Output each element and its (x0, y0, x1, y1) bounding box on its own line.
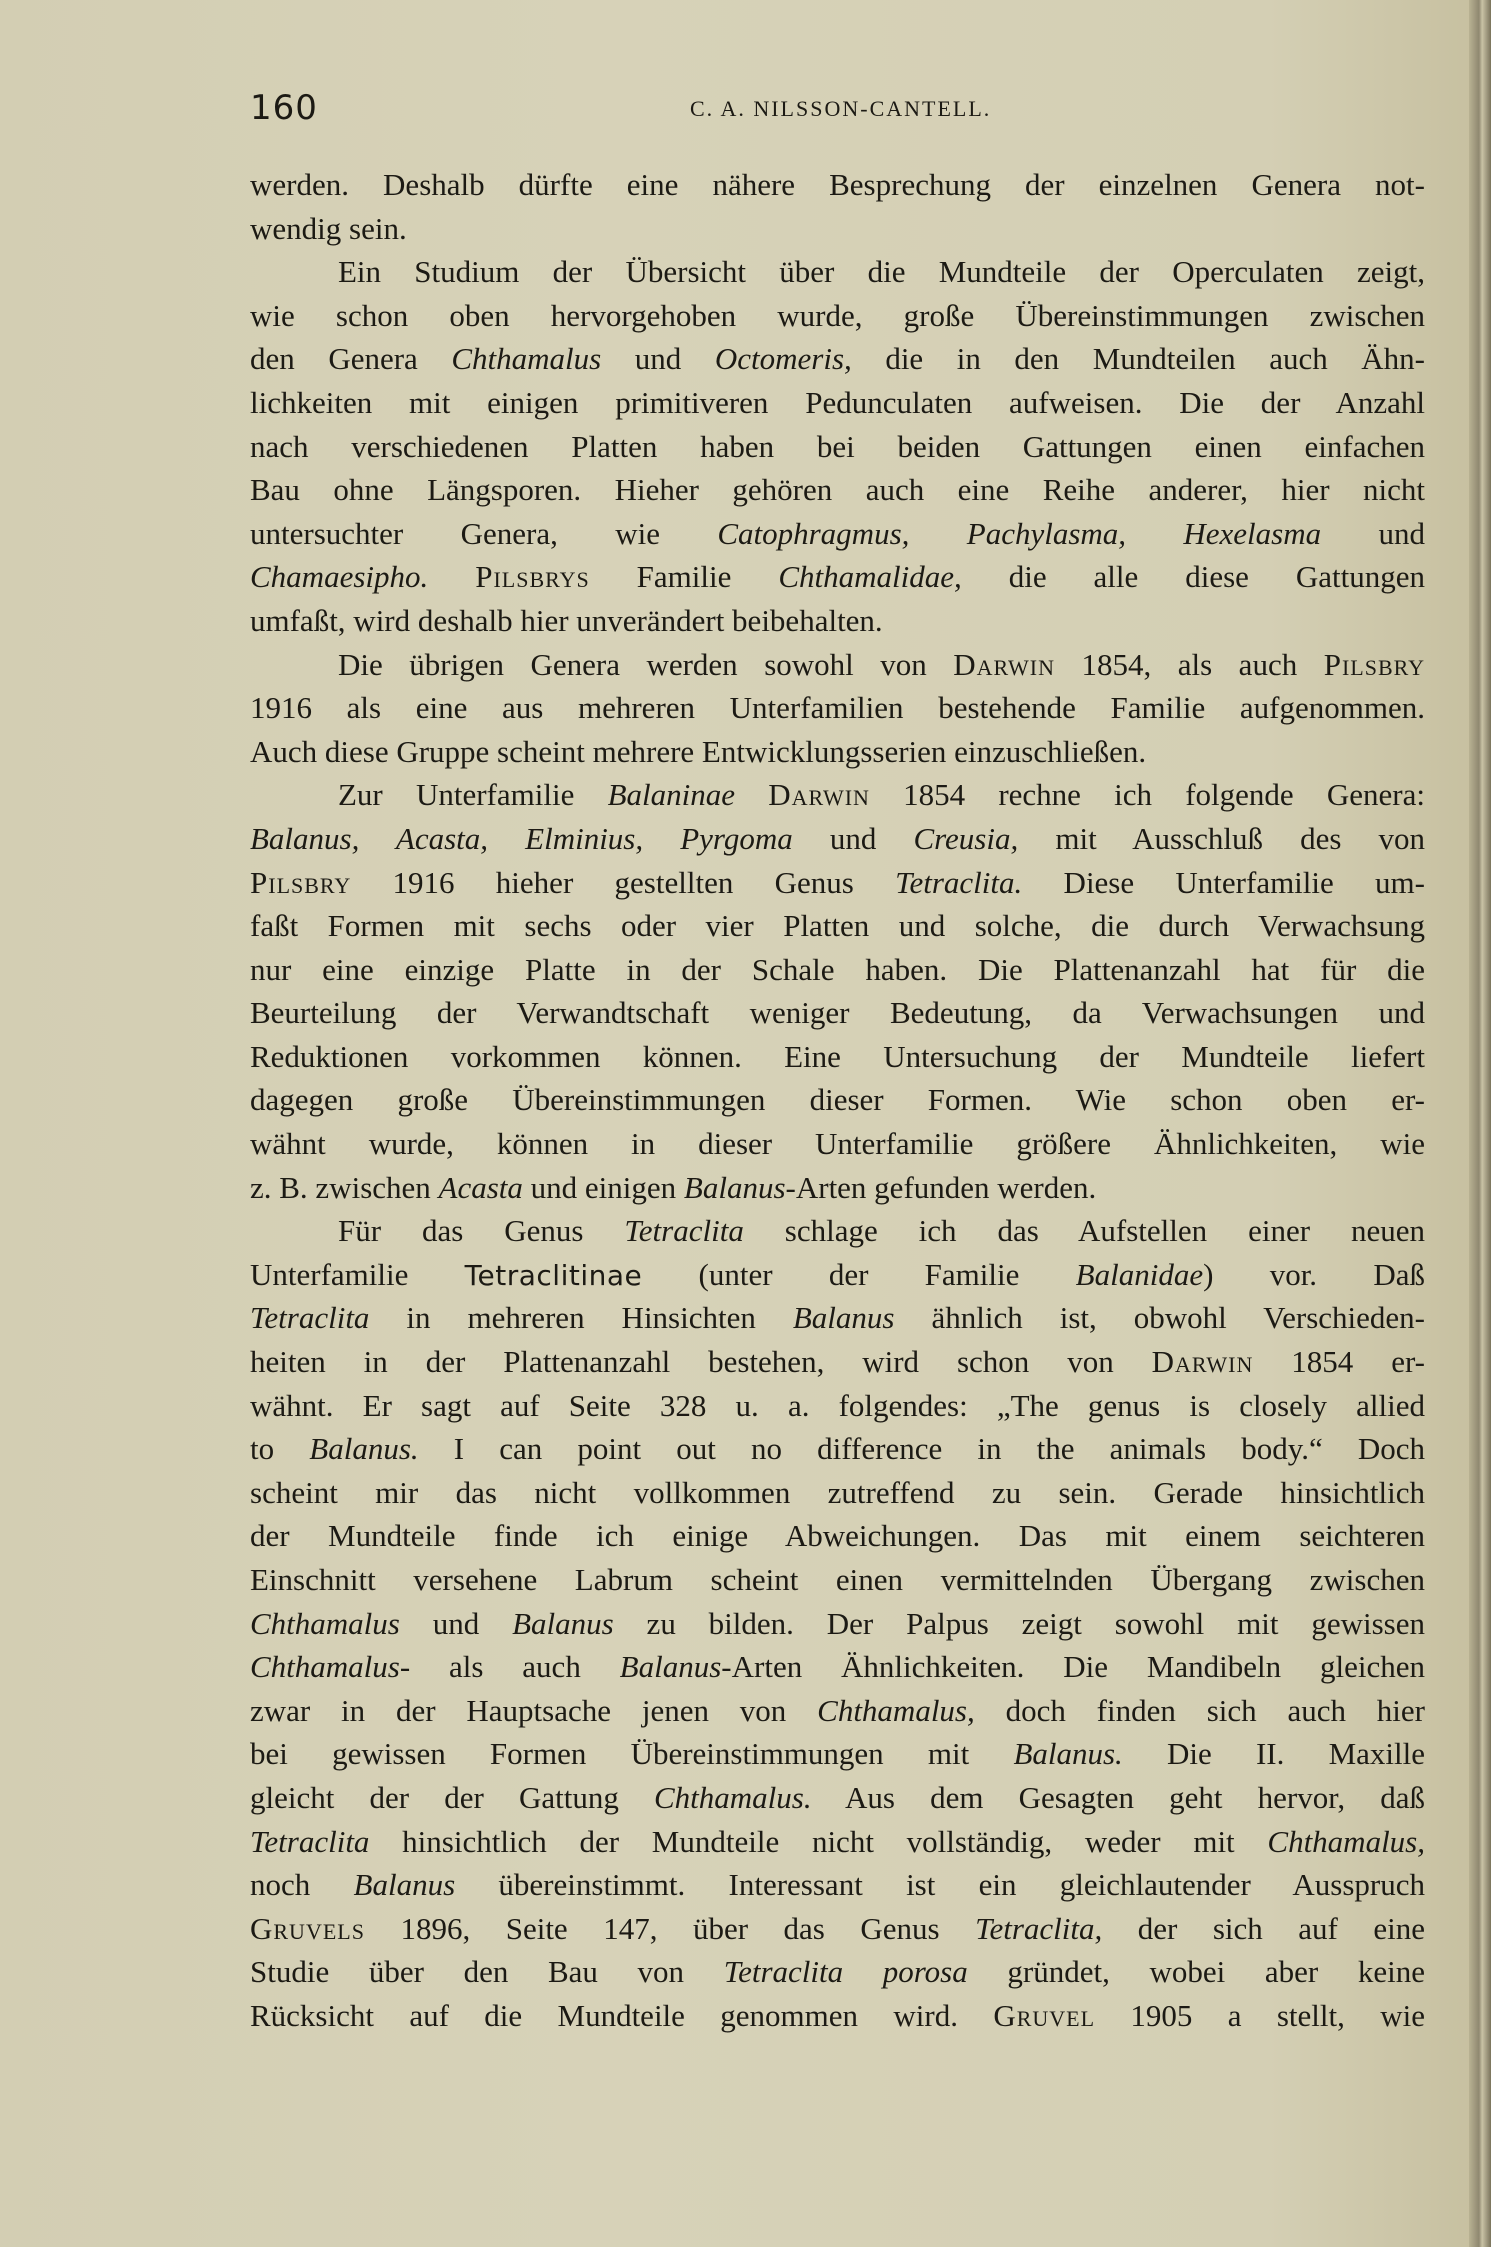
text-line (250, 1166, 1425, 1210)
italic-term: Tetraclita (250, 1823, 370, 1859)
text-line (250, 1732, 1425, 1776)
text-line (250, 599, 1425, 643)
text-line (250, 1122, 1425, 1166)
text-line (250, 1035, 1425, 1079)
text-line (250, 1296, 1425, 1340)
text-run: und (399, 1605, 513, 1641)
italic-term: Balanus (512, 1605, 614, 1641)
text-line (250, 817, 1425, 861)
text-run: Zur Unterfamilie (338, 777, 608, 813)
italic-term: Balanus, Acasta, Elminius, Pyrgoma (250, 820, 793, 856)
text-run: in mehreren Hinsichten (369, 1300, 793, 1336)
body-text (250, 163, 1425, 2038)
text-run: nach verschiedenen Platten haben bei beiden Gattungen einen einfachen (250, 428, 1425, 464)
text-run: faßt Formen mit sechs oder vier Platten und solche, die durch Verwachsung (250, 908, 1425, 944)
text-line (250, 468, 1425, 512)
text-run: 1905 a stellt, wie (1095, 1997, 1425, 2033)
author-name: Gruvels (250, 1910, 365, 1946)
text-run: Aus dem Gesagten geht hervor, daß (811, 1779, 1425, 1815)
text-run: 1916 hieher gestellten Genus (351, 864, 896, 900)
text-run: Unterfamilie (250, 1256, 465, 1292)
italic-term: Chamaesipho. (250, 559, 429, 595)
italic-term: Balanus (619, 1649, 722, 1685)
text-run: Beurteilung der Verwandtschaft weniger Bedeutung, da Verwachsungen und (250, 995, 1425, 1031)
page-edge-shadow (1469, 0, 1491, 2247)
text-line (250, 1645, 1425, 1689)
text-run: zu bilden. Der Palpus zeigt sowohl mit gewissen (613, 1605, 1425, 1641)
text-run: und (1321, 515, 1425, 551)
italic-term: Chthamalus. (653, 1779, 812, 1815)
text-line (250, 163, 1425, 207)
text-run: Ein Studium der Übersicht über die Mundteile der Operculaten zeigt, (338, 254, 1425, 290)
text-line (250, 686, 1425, 730)
text-line (250, 337, 1425, 381)
text-run: hinsichtlich der Mundteile nicht vollständig, weder mit (369, 1823, 1268, 1859)
text-run: Rücksicht auf die Mundteile genommen wird. (250, 1997, 994, 2033)
author-name: Pilsbry (250, 864, 352, 900)
text-run (735, 777, 768, 812)
text-line (250, 1863, 1425, 1907)
text-line (250, 1907, 1425, 1951)
text-run: zwar in der Hauptsache jenen von (250, 1692, 818, 1728)
text-run: Reduktionen vorkommen können. Eine Untersuchung der Mundteile liefert (250, 1038, 1425, 1074)
text-run: wie schon oben hervorgehoben wurde, große Übereinstimmungen zwischen (250, 297, 1425, 333)
text-run: und (792, 820, 914, 856)
text-run: -Arten Ähnlichkeiten. Die Mandibeln gleichen (721, 1649, 1425, 1685)
text-run: Studie über den Bau von (250, 1954, 724, 1990)
text-run: z. B. zwischen (250, 1169, 439, 1205)
text-run: übereinstimmt. Interessant ist ein gleichlautender Ausspruch (455, 1867, 1425, 1903)
text-line (250, 1776, 1425, 1820)
text-line (250, 207, 1425, 251)
text-run: ) vor. Daß (1203, 1256, 1425, 1292)
text-run: Bau ohne Längsporen. Hieher gehören auch eine Reihe anderer, hier nicht (250, 472, 1425, 508)
italic-term: Balanus. (309, 1431, 419, 1467)
running-title: C. A. NILSSON-CANTELL. (690, 96, 992, 121)
text-line (250, 1209, 1425, 1253)
italic-term: Balaninae (607, 777, 735, 813)
text-line (250, 250, 1425, 294)
text-run: 1854, als auch (1054, 646, 1324, 682)
author-name: Gruvel (993, 1997, 1096, 2033)
text-run: schlage ich das Aufstellen einer neuen (743, 1213, 1425, 1249)
text-run: I can point out no difference in the animals body.“ Doch (418, 1431, 1425, 1467)
taxon-name: Tetraclitinae (464, 1258, 643, 1292)
italic-term: Octomeris, (714, 341, 852, 377)
text-run: nur eine einzige Platte in der Schale haben. Die Plattenanzahl hat für die (250, 951, 1425, 987)
italic-term: Tetraclita, (975, 1910, 1103, 1946)
author-name: Darwin (768, 777, 870, 813)
text-run: lichkeiten mit einigen primitiveren Pedunculaten aufweisen. Die der Anzahl (250, 384, 1425, 420)
text-run: Auch diese Gruppe scheint mehrere Entwicklungsserien einzuschließen. (250, 733, 1147, 769)
author-name: Darwin (953, 646, 1055, 682)
text-run: Die II. Maxille (1122, 1736, 1425, 1772)
text-run: wendig sein. (250, 210, 407, 246)
text-run: umfaßt, wird deshalb hier unverändert beibehalten. (250, 602, 883, 638)
italic-term: Chthamalus, (1267, 1823, 1425, 1859)
italic-term: Chthamalus (250, 1605, 400, 1641)
text-line (250, 1514, 1425, 1558)
text-line (250, 1602, 1425, 1646)
text-run: 1896, Seite 147, über das Genus (364, 1910, 976, 1946)
text-run: (unter der Familie (642, 1256, 1076, 1292)
text-run: Einschnitt versehene Labrum scheint einen vermittelnden Übergang zwischen (250, 1562, 1425, 1597)
text-run: der Mundteile finde ich einige Abweichungen. Das mit einem seichteren (250, 1518, 1425, 1554)
text-line (250, 1994, 1425, 2038)
text-line (250, 643, 1425, 687)
text-run: 1854 rechne ich folgende Genera: (869, 777, 1426, 813)
text-run: gleicht der der Gattung (250, 1779, 654, 1815)
text-line (250, 948, 1425, 992)
text-line (250, 1078, 1425, 1122)
text-run: mit Ausschluß des von (1018, 820, 1426, 856)
text-run: Für das Genus (338, 1213, 625, 1249)
italic-term: Balanidae (1075, 1256, 1204, 1292)
text-run: den Genera (250, 341, 452, 377)
text-line (250, 773, 1425, 817)
author-name: Darwin (1151, 1344, 1254, 1380)
text-run: Diese Unterfamilie um- (1022, 864, 1425, 900)
page-header (250, 88, 1250, 132)
text-run: noch (250, 1867, 354, 1903)
italic-term: Tetraclita (624, 1213, 744, 1249)
author-name: Pilsbrys (475, 559, 590, 595)
text-run: die alle diese Gattungen (961, 559, 1425, 595)
italic-term: Chthamalidae, (778, 559, 962, 595)
italic-term: Balanus. (1013, 1736, 1123, 1772)
italic-term: Catophragmus, Pachylasma, Hexelasma (717, 515, 1322, 551)
italic-term: Chthamalus- (250, 1649, 411, 1685)
text-line (250, 1427, 1425, 1471)
text-line (250, 555, 1425, 599)
text-line (250, 861, 1425, 905)
italic-term: Balanus (353, 1867, 456, 1903)
text-line (250, 1950, 1425, 1994)
text-line (250, 730, 1425, 774)
text-run: und (601, 341, 715, 377)
text-line (250, 381, 1425, 425)
italic-term: Chthamalus, (817, 1692, 975, 1728)
italic-term: Chthamalus (451, 341, 602, 377)
text-run: werden. Deshalb dürfte eine nähere Besprechung der einzelnen Genera not- (250, 167, 1425, 202)
text-run: wähnt. Er sagt auf Seite 328 u. a. folgendes: „The genus is closely allied (250, 1387, 1425, 1423)
text-run: untersuchter Genera, wie (250, 515, 718, 551)
italic-term: Tetraclita (250, 1300, 370, 1336)
text-run: gründet, wobei aber keine (967, 1954, 1425, 1990)
text-run: 1916 als eine aus mehreren Unterfamilien bestehende Familie aufgenommen. (250, 690, 1425, 726)
text-line (250, 1384, 1425, 1428)
author-name: Pilsbry (1323, 646, 1425, 682)
italic-term: Balanus (683, 1169, 786, 1205)
italic-term: Creusia, (913, 820, 1019, 856)
text-line (250, 1820, 1425, 1864)
text-run: ähnlich ist, obwohl Verschieden- (894, 1300, 1425, 1336)
text-line (250, 1253, 1425, 1297)
text-run: bei gewissen Formen Übereinstimmungen mit (250, 1736, 1014, 1772)
text-run: Familie (589, 559, 779, 595)
text-line (250, 1558, 1425, 1602)
text-run: wähnt wurde, können in dieser Unterfamilie größere Ähnlichkeiten, wie (250, 1126, 1425, 1162)
text-run: Die übrigen Genera werden sowohl von (338, 646, 954, 682)
text-run: 1854 er- (1253, 1344, 1426, 1380)
text-run: der sich auf eine (1102, 1910, 1426, 1946)
text-line (250, 991, 1425, 1035)
text-line (250, 512, 1425, 556)
text-line (250, 425, 1425, 469)
text-line (250, 294, 1425, 338)
text-run: heiten in der Plattenanzahl bestehen, wird schon von (250, 1344, 1152, 1380)
text-run: und einigen (522, 1169, 684, 1205)
text-line (250, 1689, 1425, 1733)
italic-term: Acasta (438, 1169, 523, 1205)
text-run: dagegen große Übereinstimmungen dieser Formen. Wie schon oben er- (250, 1082, 1425, 1118)
page-number: 160 (250, 88, 318, 128)
text-run (428, 559, 475, 594)
text-line (250, 1471, 1425, 1515)
italic-term: Tetraclita. (895, 864, 1023, 900)
text-run: to (250, 1431, 310, 1467)
text-run: die in den Mundteilen auch Ähn- (851, 341, 1426, 377)
italic-term: Balanus (792, 1300, 895, 1336)
text-run: scheint mir das nicht vollkommen zutreffend zu sein. Gerade hinsichtlich (250, 1474, 1425, 1510)
text-run: als auch (410, 1649, 620, 1685)
text-line (250, 1340, 1425, 1384)
text-line (250, 904, 1425, 948)
text-run: doch finden sich auch hier (974, 1692, 1425, 1728)
italic-term: Tetraclita porosa (723, 1954, 968, 1990)
text-run: -Arten gefunden werden. (785, 1169, 1097, 1205)
